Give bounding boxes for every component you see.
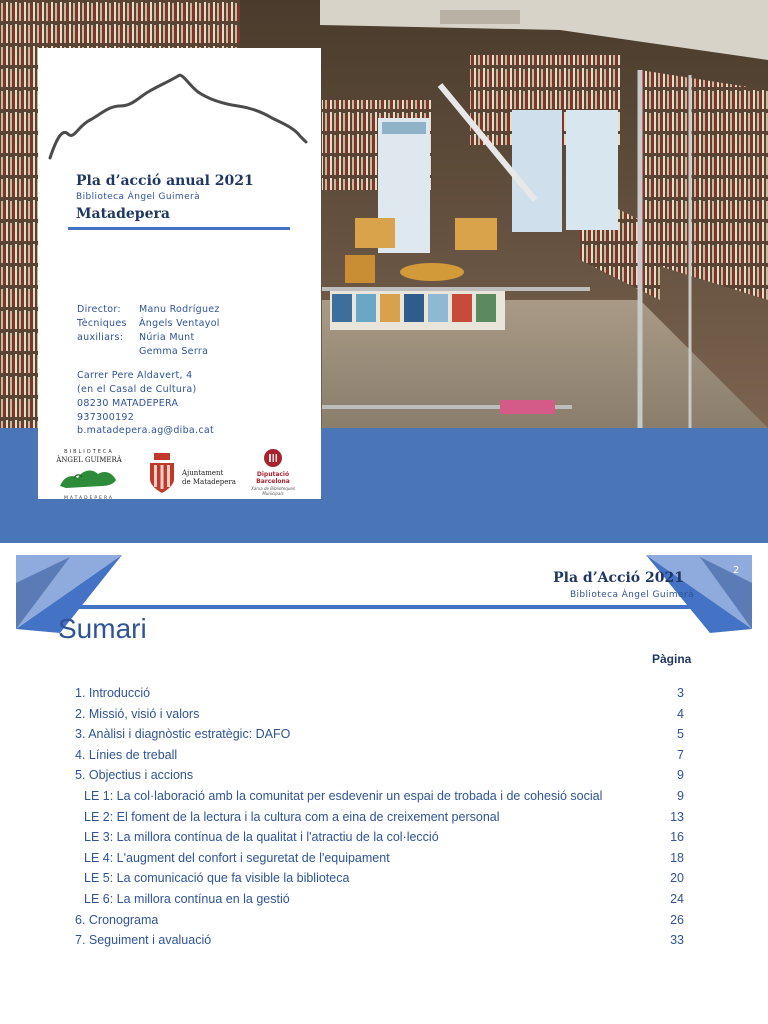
logo-text: MATADEPERA [64,496,114,501]
address-line: (en el Casal de Cultura) [77,384,197,395]
header-title: Pla d’Acció 2021 [553,570,684,586]
header-subtitle: Biblioteca Àngel Guimerà [569,590,694,600]
toc-entry-label: 1. Introducció [75,686,151,700]
toc-entry-page: 16 [670,830,684,845]
toc-entry-page: 20 [670,871,684,886]
cover-town: Matadepera [76,206,170,222]
toc-entry-page: 24 [670,892,684,906]
toc-entry[interactable] [0,830,768,848]
staff-role: Tècniques [77,318,127,329]
toc-entry-label: LE 4: L'augment del confort i seguretat de l'equipament [84,850,390,865]
toc-entry[interactable] [0,768,768,786]
toc-entry-label: LE 2: El foment de la lectura i la cultura com a eina de creixement personal [84,809,500,824]
staff-name: Núria Munt [139,332,195,343]
staff-name: Manu Rodríguez [139,304,220,315]
email-address: b.matadepera.ag@diba.cat [77,425,215,436]
page-number: 2 [733,565,740,576]
toc-entry-page: 4 [677,706,684,721]
staff-name: Gemma Serra [139,346,209,357]
dragon-icon [54,464,124,492]
toc-entry-label: LE 1: La col·laboració amb la comunitat per esdevenir un espai de trobada i de cohesió social [84,789,603,803]
toc-entry-label: 3. Anàlisi i diagnòstic estratègic: DAFO [75,727,291,742]
address-line: Carrer Pere Aldavert, 4 [77,370,193,381]
cover-subtitle: Biblioteca Àngel Guimerà [76,192,201,202]
library-logo [54,449,124,499]
toc-entry-page: 9 [677,768,684,783]
phone-number: 937300192 [77,412,135,423]
toc-entry[interactable] [0,892,768,910]
toc-entry[interactable] [0,789,768,807]
logo-text: ÀNGEL GUIMERÀ [56,456,122,464]
logo-text: Diputació [256,471,290,478]
page-column-header: Pàgina [652,652,692,666]
toc-entry-label: 5. Objectius i accions [75,768,194,783]
coat-of-arms-icon [148,453,176,493]
cover-panel [38,48,321,499]
toc-entry-label: 2. Missió, visió i valors [75,706,200,721]
logo-text: BIBLIOTECA [64,449,114,455]
toc-entry-label: 6. Cronograma [75,912,159,927]
toc-entry-label: LE 5: La comunicació que fa visible la biblioteca [84,871,350,886]
logo-text: Xarxa de Biblioteques [251,486,295,491]
page-title: Sumari [58,613,147,644]
mountain-outline-icon [38,48,321,168]
toc-entry-page: 7 [677,747,684,762]
toc-entry[interactable] [0,871,768,889]
toc-entry-page: 13 [670,809,684,824]
toc-entry-label: 7. Seguiment i avaluació [75,933,212,948]
logo-text: Barcelona [256,478,290,485]
toc-entry-page: 9 [677,789,684,803]
logo-text: de Matadepera [182,478,236,486]
toc-entry[interactable] [0,727,768,745]
address-line: 08230 MATADEPERA [77,398,179,409]
cover-title: Pla d’acció anual 2021 [76,173,254,189]
toc-entry[interactable] [0,933,768,951]
toc-entry[interactable] [0,686,768,704]
toc-entry-label: LE 3: La millora contínua de la qualitat i l'atractiu de la col·lecció [84,830,439,845]
toc-entry-page: 3 [677,686,684,700]
staff-role: Director: [77,304,121,315]
diputacio-emblem-icon [264,449,282,467]
ajuntament-logo [148,453,238,497]
toc-entry-page: 18 [670,850,684,865]
toc-entry[interactable] [0,810,768,828]
staff-role: auxiliars: [77,332,124,343]
staff-name: Àngels Ventayol [139,318,220,329]
logo-text: Municipals [262,491,284,496]
toc-entry-page: 5 [677,727,684,742]
toc-entry-label: LE 6: La millora contínua en la gestió [84,892,290,906]
cover-divider [68,227,290,230]
table-of-contents-page [0,543,768,1024]
toc-entry-label: 4. Línies de treball [75,747,178,762]
toc-entry[interactable] [0,748,768,766]
toc-entry[interactable] [0,851,768,869]
toc-entry[interactable] [0,707,768,725]
toc-entry-page: 26 [670,912,684,927]
toc-entry[interactable] [0,913,768,931]
toc-entry-page: 33 [670,933,684,948]
diputacio-logo [248,449,298,499]
header-divider [60,605,692,609]
logo-text: Ajuntament [182,469,224,477]
